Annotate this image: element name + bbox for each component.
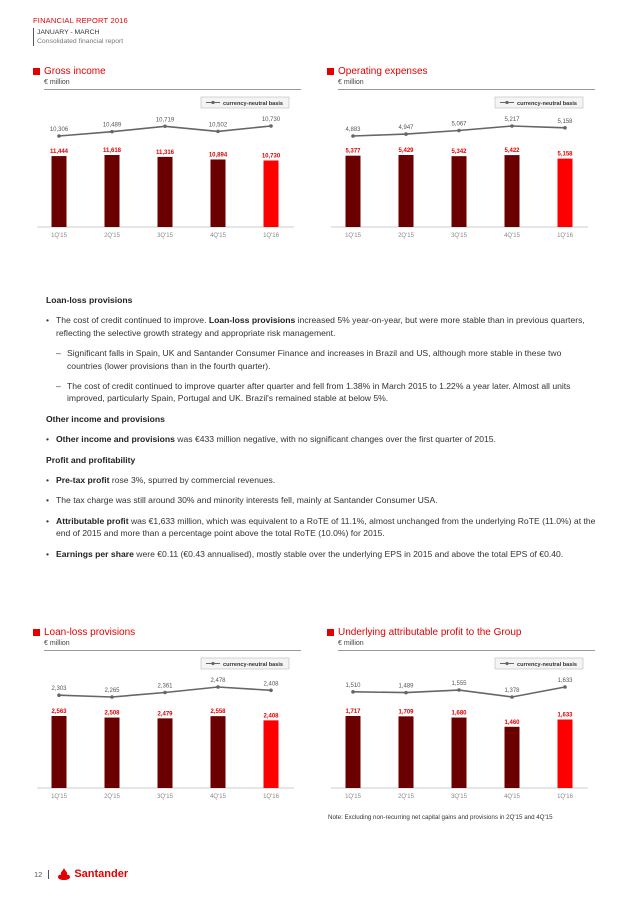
legend: [495, 97, 583, 108]
llp-bullet-1: [46, 314, 596, 339]
body-text: [46, 294, 596, 568]
chart-unit: € million: [338, 79, 595, 90]
line-value-label: 1,378: [504, 688, 520, 694]
bar-value-label: 10,894: [208, 152, 228, 159]
line-point: [216, 685, 220, 689]
chart-loan-loss-provisions: [33, 627, 301, 803]
line-value-label: 2,265: [104, 688, 120, 694]
legend-marker: [211, 662, 214, 665]
llp-dash-2: – The cost of credit continued to improve quarter after quarter and fell from 1.38% in March 2015 to 1.22% a year later. Almost all units improved, particularly Spain, Portugal and UK. Brazil's remained stable at below 5%.: [56, 380, 596, 405]
report-consolidated: Consolidated financial report: [37, 38, 124, 45]
bar: [452, 718, 467, 788]
line-value-label: 10,730: [261, 117, 281, 123]
category-tick-label: 2Q'15: [104, 794, 120, 800]
legend-marker: [505, 101, 508, 104]
report-title: FINANCIAL REPORT 2016: [33, 16, 128, 25]
line-value-label: 5,067: [451, 121, 467, 128]
legend-marker: [211, 101, 214, 104]
line-point: [57, 693, 61, 697]
title-square-icon: [327, 629, 334, 636]
line-value-label: 1,633: [557, 678, 573, 684]
line-point: [269, 688, 273, 692]
chart-unit: € million: [44, 640, 301, 651]
report-header: [33, 16, 128, 46]
category-tick-label: 3Q'15: [451, 233, 467, 239]
chart-svg: [327, 653, 592, 803]
category-tick-label: 4Q'15: [210, 794, 226, 800]
chart-underlying-attributable-profit: [327, 627, 595, 803]
category-tick-label: 1Q'15: [345, 233, 361, 239]
category-tick-label: 3Q'15: [157, 233, 173, 239]
bar: [346, 716, 361, 788]
page-number: 12: [34, 870, 49, 879]
line-value-label: 4,883: [345, 127, 361, 133]
page-footer: [34, 868, 128, 880]
category-tick-label: 2Q'15: [398, 794, 414, 800]
line-point: [510, 695, 514, 699]
bar-value-label: 1,709: [398, 709, 414, 716]
legend: [495, 658, 583, 669]
bar: [505, 155, 520, 227]
text-span: The cost of credit continued to improve.: [56, 315, 209, 326]
line-value-label: 2,361: [157, 683, 173, 690]
text-span: rose 3%, spurred by commercial revenues.: [109, 475, 276, 486]
llp-dash-1: – Significant falls in Spain, UK and Santander Consumer Finance and increases in Brazil and US, although more stable in these two countries (lower provisions than in the fourth quarter).: [56, 347, 596, 372]
line-point: [163, 691, 167, 695]
category-tick-label: 4Q'15: [504, 233, 520, 239]
bar: [264, 720, 279, 788]
bar-value-label: 2,508: [104, 710, 120, 717]
bar-value-label: 1,633: [557, 712, 573, 719]
report-period: JANUARY - MARCH: [37, 29, 100, 36]
bar-value-label: 10,730: [261, 153, 281, 160]
bar-value-label: 2,558: [210, 709, 226, 716]
line-point: [510, 124, 514, 128]
bar: [105, 155, 120, 227]
bar: [505, 727, 520, 788]
bar-value-label: 5,377: [345, 148, 361, 155]
category-tick-label: 1Q'16: [263, 233, 279, 239]
chart-unit: € million: [338, 640, 595, 651]
line-value-label: 1,555: [451, 681, 467, 688]
bar: [211, 159, 226, 227]
bar-value-label: 11,618: [102, 148, 122, 154]
bold-term: Other income and provisions: [56, 434, 175, 445]
llp-heading: Loan-loss provisions: [46, 295, 133, 305]
bar-value-label: 5,342: [451, 149, 467, 156]
text-span: were €0.11 (€0.43 annualised), mostly stable over the underlying EPS in 2015 and above the total EPS of €0.40.: [133, 548, 564, 559]
line-point: [216, 130, 220, 134]
text-span: was €433 million negative, with no significant changes over the first quarter of 2015.: [174, 434, 496, 445]
oip-heading: Other income and provisions: [46, 413, 165, 424]
category-tick-label: 1Q'16: [557, 794, 573, 800]
category-tick-label: 2Q'15: [398, 233, 414, 239]
chart-operating-expenses: [327, 66, 595, 242]
title-square-icon: [33, 68, 40, 75]
pp-bullet-2: • The tax charge was still around 30% and minority interests fell, mainly at Santander Consumer USA.: [46, 494, 596, 506]
text-span: increased 5% year-on-year, but were more stable than in previous quarters, reflecting the selective growth strategy and appropriate risk management.: [56, 315, 585, 338]
category-tick-label: 1Q'15: [51, 794, 67, 800]
line-point: [110, 695, 114, 699]
line-value-label: 4,947: [398, 125, 414, 132]
bar: [105, 718, 120, 788]
bar-value-label: 1,717: [345, 709, 361, 715]
bar-value-label: 5,422: [504, 148, 520, 155]
bar: [399, 716, 414, 788]
text-span: was €1,633 million, which was equivalent to a RoTE of 11.1%, almost unchanged from the underlying RoTE (11.0%) at the end of 2015 and more than a percentage point above the total RoTE (10.0%) for 2015.: [56, 515, 596, 539]
chart-note: Note: Excluding non-recurring net capital gains and provisions in 2Q'15 and 4Q'15: [328, 814, 553, 821]
bar: [452, 156, 467, 227]
legend: [201, 658, 289, 669]
category-tick-label: 4Q'15: [210, 233, 226, 239]
bar-value-label: 11,444: [49, 149, 69, 156]
line-point: [404, 691, 408, 695]
bold-term: Earnings per share: [56, 548, 134, 559]
chart-title-text: Gross income: [44, 66, 106, 77]
legend-marker: [505, 662, 508, 665]
chart-gross-income: [33, 66, 301, 242]
bar-value-label: 11,316: [155, 149, 175, 156]
line-value-label: 1,510: [345, 682, 361, 689]
line-point: [563, 685, 567, 689]
legend: [201, 97, 289, 108]
line-point: [163, 124, 167, 128]
line-point: [457, 129, 461, 133]
line-point: [351, 690, 355, 694]
category-tick-label: 3Q'15: [157, 794, 173, 800]
legend-label: currency-neutral basis: [517, 662, 578, 668]
line-value-label: 1,489: [398, 683, 414, 690]
bar: [558, 159, 573, 227]
brand-name: Santander: [74, 868, 129, 880]
bar: [158, 157, 173, 227]
line-point: [404, 132, 408, 136]
oip-bullet-1: [46, 433, 596, 445]
title-square-icon: [33, 629, 40, 636]
bar: [399, 155, 414, 227]
bold-term: Attributable profit: [56, 515, 129, 526]
line-point: [269, 124, 273, 128]
bar: [558, 720, 573, 788]
bold-term: Loan-loss provisions: [208, 315, 296, 326]
category-tick-label: 1Q'15: [51, 233, 67, 239]
category-tick-label: 1Q'16: [557, 233, 573, 239]
chart-svg: [33, 653, 298, 803]
santander-logo: [57, 868, 128, 880]
category-tick-label: 2Q'15: [104, 233, 120, 239]
chart-title-text: Underlying attributable profit to the Group: [338, 627, 522, 638]
flame-icon: [57, 868, 71, 880]
line-value-label: 5,217: [504, 117, 520, 123]
line-value-label: 10,719: [155, 117, 175, 124]
chart-title: [33, 66, 301, 77]
chart-title: [327, 627, 595, 638]
report-subtitle: [33, 28, 128, 46]
chart-svg: [327, 92, 592, 242]
bar: [346, 156, 361, 227]
bar: [52, 156, 67, 227]
line-value-label: 10,306: [49, 127, 69, 133]
legend-label: currency-neutral basis: [223, 101, 284, 107]
line-value-label: 2,303: [51, 686, 67, 693]
bar: [52, 716, 67, 788]
line-value-label: 2,408: [263, 681, 279, 688]
line-point: [563, 126, 567, 130]
bar-value-label: 2,408: [263, 713, 279, 720]
line-point: [110, 130, 114, 134]
line-point: [57, 134, 61, 138]
chart-svg: [33, 92, 298, 242]
category-tick-label: 4Q'15: [504, 794, 520, 800]
pp-bullet-4: [46, 548, 596, 560]
pp-bullet-3: [46, 515, 596, 540]
bar: [158, 718, 173, 788]
line-point: [457, 688, 461, 692]
category-tick-label: 1Q'15: [345, 794, 361, 800]
legend-label: currency-neutral basis: [223, 662, 284, 668]
bar: [264, 161, 279, 227]
pp-heading: Profit and profitability: [46, 454, 136, 465]
line-value-label: 2,478: [210, 678, 226, 684]
chart-unit: € million: [44, 79, 301, 90]
bar-value-label: 1,460: [504, 719, 520, 726]
legend-label: currency-neutral basis: [517, 101, 578, 107]
llp-subpoints: [46, 347, 596, 405]
bar: [211, 716, 226, 788]
line-value-label: 10,502: [208, 122, 228, 129]
chart-title: [33, 627, 301, 638]
chart-title: [327, 66, 595, 77]
bar-value-label: 5,158: [557, 151, 573, 158]
line-value-label: 5,158: [557, 118, 573, 125]
line-value-label: 10,489: [102, 122, 122, 129]
bar-value-label: 2,479: [157, 711, 173, 718]
category-tick-label: 3Q'15: [451, 794, 467, 800]
category-tick-label: 1Q'16: [263, 794, 279, 800]
chart-title-text: Operating expenses: [338, 66, 428, 77]
bar-value-label: 2,563: [51, 709, 67, 715]
chart-title-text: Loan-loss provisions: [44, 627, 136, 638]
title-square-icon: [327, 68, 334, 75]
pp-bullet-1: [46, 474, 596, 486]
line-point: [351, 134, 355, 138]
bar-value-label: 5,429: [398, 148, 414, 154]
bar-value-label: 1,680: [451, 710, 467, 717]
bold-term: Pre-tax profit: [56, 475, 110, 486]
